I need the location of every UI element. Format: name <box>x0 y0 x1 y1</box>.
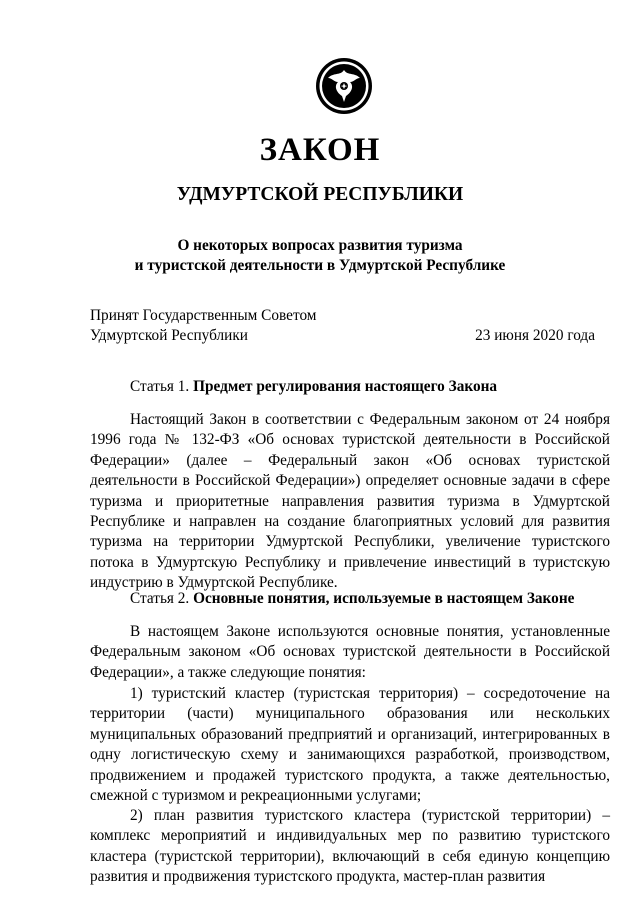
adopted-by-line2: Удмуртской Республики <box>90 327 248 344</box>
article-1-title: Предмет регулирования настоящего Закона <box>193 378 498 395</box>
article-2-intro: В настоящем Законе используются основные понятия, установленные Федеральным законом «Об основах туристской деятельности в Российской Федерации», а также следующие понятия: <box>90 623 610 681</box>
article-2-item-2: 2) план развития туристского кластера (туристской территории) – комплекс мероприятий и индивидуальных мер по развитию туристского кластера (туристской территории), включающий в себя единую концепцию развития и продвижения туристского продукта, мастер-план развития <box>90 807 610 886</box>
article-1-text: Настоящий Закон в соответствии с Федеральным законом от 24 ноября 1996 года № 132-ФЗ «Об основах туристской деятельности в Российской Федерации» (далее – Федеральный закон «Об основах туристской деятельности в Российской Федерации») определяет основные задачи в сфере туризма и приоритетные направления развития туризма в Удмуртской Республике и направлен на создание благоприятных условий для развития туризма на территории Удмуртской Республики, увеличение туристского потока в Удмуртскую Республику и привлечение инвестиций в туристскую индустрию в Удмуртской Республике. <box>90 411 610 592</box>
law-heading-line1: О некоторых вопросах развития туризма <box>177 237 463 254</box>
article-2-title: Основные понятия, используемые в настоящем Законе <box>193 590 575 607</box>
law-heading-line2: и туристской деятельности в Удмуртской Республике <box>134 257 506 274</box>
law-heading <box>0 236 640 276</box>
coat-of-arms-icon <box>314 56 374 116</box>
adoption-block <box>90 306 595 346</box>
article-2-heading <box>130 589 574 609</box>
article-2-item-1: 1) туристский кластер (туристская территория) – сосредоточение на территории (части) муниципального образования или нескольких муниципальных образований предприятий и организаций, интегрированных в одну логистическую схему и занимающихся разработкой, производством, продвижением и продажей туристского продукта, а также деятельностью, смежной с туризмом и рекреационными услугами; <box>90 685 610 805</box>
document-subtitle: УДМУРТСКОЙ РЕСПУБЛИКИ <box>176 184 464 205</box>
document-title: ЗАКОН <box>259 132 381 168</box>
adopted-by-line1: Принят Государственным Советом <box>90 307 317 324</box>
article-1-heading <box>130 377 497 397</box>
article-2-number: Статья 2. <box>130 590 194 607</box>
adoption-date: 23 июня 2020 года <box>475 327 595 344</box>
article-1-number: Статья 1. <box>130 378 194 395</box>
